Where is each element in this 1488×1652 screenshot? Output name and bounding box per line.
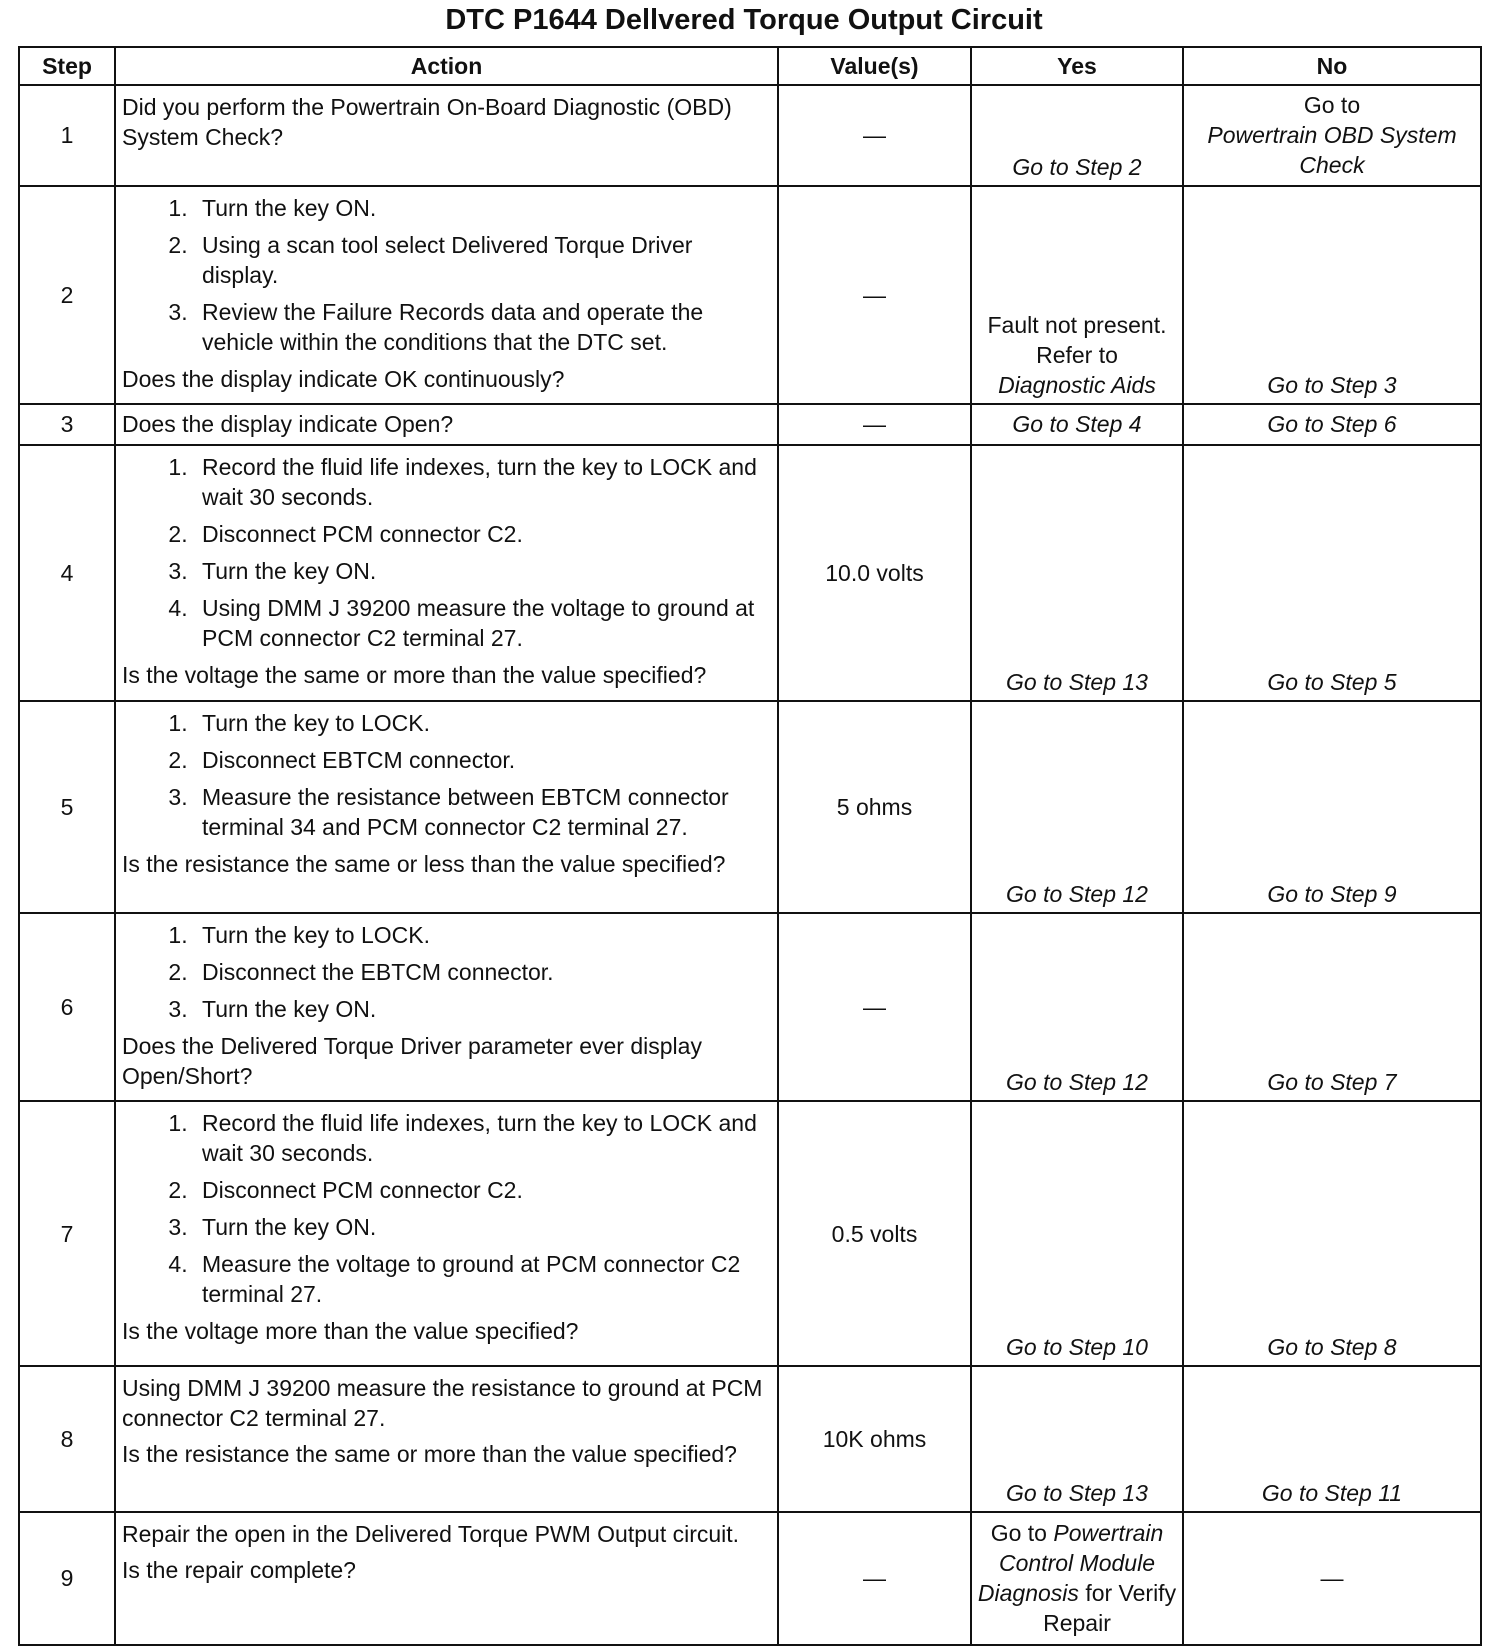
action-cell [115, 445, 778, 701]
yes-link[interactable]: Go to Step 12 [1006, 880, 1148, 907]
table-row [19, 913, 1481, 1102]
value-cell: 5 ohms [778, 701, 971, 912]
action-cell [115, 1101, 778, 1366]
action-cell [115, 1512, 778, 1645]
no-link[interactable]: Go to Step 7 [1267, 1069, 1397, 1096]
step-number: 5 [19, 701, 115, 912]
action-steps-list [122, 1108, 771, 1309]
action-step: 1. Turn the key to LOCK. [194, 920, 771, 950]
yes-cell [971, 85, 1183, 186]
no-link[interactable]: Go to Step 9 [1267, 880, 1397, 907]
action-cell [115, 913, 778, 1102]
no-link[interactable]: Go to Step 5 [1267, 669, 1397, 696]
yes-link[interactable]: Go to Step 2 [1012, 153, 1142, 180]
no-cell [1183, 1101, 1481, 1366]
action-cell [115, 701, 778, 912]
yes-link[interactable]: Go to Step 12 [1006, 1069, 1148, 1096]
no-cell [1183, 1366, 1481, 1512]
value-cell: — [778, 1512, 971, 1645]
yes-link[interactable]: Go to Step 13 [1006, 1479, 1148, 1506]
no-cell [1183, 913, 1481, 1102]
action-cell [115, 1366, 778, 1512]
yes-cell [971, 1512, 1183, 1645]
yes-cell [971, 186, 1183, 404]
header-no: No [1183, 47, 1481, 85]
yes-prefix: Go to [990, 1519, 1047, 1546]
value-cell: — [778, 913, 971, 1102]
action-step: 3. Turn the key ON. [194, 1212, 771, 1242]
action-step: 2. Using a scan tool select Delivered Torque Driver display. [194, 230, 771, 290]
header-action: Action [115, 47, 778, 85]
action-cell [115, 85, 778, 186]
action-question: Does the display indicate Open? [122, 411, 454, 438]
action-steps-list [122, 452, 771, 653]
no-cell [1183, 445, 1481, 701]
action-text: Using DMM J 39200 measure the resistance to ground at PCM connector C2 terminal 27. [122, 1374, 763, 1431]
action-steps-list [122, 708, 771, 842]
header-yes: Yes [971, 47, 1183, 85]
no-cell [1183, 85, 1481, 186]
action-step: 2. Disconnect EBTCM connector. [194, 745, 771, 775]
value-cell: 10K ohms [778, 1366, 971, 1512]
step-number: 3 [19, 404, 115, 445]
step-number: 6 [19, 913, 115, 1102]
table-row [19, 186, 1481, 404]
no-cell [1183, 186, 1481, 404]
action-question: Is the voltage the same or more than the value specified? [122, 661, 707, 688]
action-step: 1. Turn the key ON. [194, 193, 771, 223]
no-cell: — [1183, 1512, 1481, 1645]
yes-cell [971, 913, 1183, 1102]
header-step: Step [19, 47, 115, 85]
yes-link[interactable]: Go to Step 4 [1012, 410, 1142, 437]
step-number: 8 [19, 1366, 115, 1512]
yes-suffix: for Verify Repair [1043, 1579, 1177, 1636]
action-question: Is the voltage more than the value specified? [122, 1318, 579, 1345]
no-prefix: Go to [1303, 91, 1361, 118]
no-cell [1183, 404, 1481, 445]
yes-cell [971, 701, 1183, 912]
yes-cell [971, 1101, 1183, 1366]
action-step: 2. Disconnect PCM connector C2. [194, 519, 771, 549]
value-cell: 10.0 volts [778, 445, 971, 701]
no-cell [1183, 701, 1481, 912]
yes-prefix: Fault not present. Refer to [987, 311, 1167, 368]
action-step: 2. Disconnect PCM connector C2. [194, 1175, 771, 1205]
no-link[interactable]: Go to Step 6 [1267, 410, 1397, 437]
action-question: Did you perform the Powertrain On-Board Diagnostic (OBD) System Check? [122, 94, 732, 150]
step-number: 2 [19, 186, 115, 404]
yes-link[interactable]: Go to Step 10 [1006, 1333, 1148, 1360]
yes-cell [971, 445, 1183, 701]
yes-link[interactable]: Diagnostic Aids [998, 371, 1156, 398]
yes-cell [971, 1366, 1183, 1512]
step-number: 4 [19, 445, 115, 701]
no-link[interactable]: Powertrain OBD System Check [1207, 121, 1457, 178]
page-title: DTC P1644 Dellvered Torque Output Circuit [445, 4, 1043, 36]
no-link[interactable]: Go to Step 8 [1267, 1333, 1397, 1360]
no-link[interactable]: Go to Step 11 [1261, 1479, 1403, 1506]
action-question: Does the display indicate OK continuously? [122, 365, 565, 392]
diagnostic-table [18, 46, 1482, 1646]
step-number: 7 [19, 1101, 115, 1366]
action-step: 3. Turn the key ON. [194, 556, 771, 586]
table-row [19, 1101, 1481, 1366]
action-step: 1. Record the fluid life indexes, turn the key to LOCK and wait 30 seconds. [194, 1108, 771, 1168]
action-question: Is the repair complete? [122, 1556, 356, 1583]
value-cell: 0.5 volts [778, 1101, 971, 1366]
action-step: 3. Turn the key ON. [194, 994, 771, 1024]
table-row [19, 445, 1481, 701]
header-values: Value(s) [778, 47, 971, 85]
action-question: Is the resistance the same or less than the value specified? [122, 851, 726, 878]
action-step: 1. Record the fluid life indexes, turn the key to LOCK and wait 30 seconds. [194, 452, 771, 512]
yes-link[interactable]: Powertrain Control Module Diagnosis [977, 1519, 1164, 1606]
action-step: 3. Review the Failure Records data and operate the vehicle within the conditions that the DTC set. [194, 297, 771, 357]
action-step: 4. Measure the voltage to ground at PCM connector C2 terminal 27. [194, 1249, 771, 1309]
action-cell [115, 186, 778, 404]
value-cell: — [778, 85, 971, 186]
step-number: 9 [19, 1512, 115, 1645]
value-cell: — [778, 404, 971, 445]
action-cell [115, 404, 778, 445]
table-row [19, 404, 1481, 445]
action-question: Is the resistance the same or more than the value specified? [122, 1440, 737, 1467]
table-row [19, 1366, 1481, 1512]
action-question: Does the Delivered Torque Driver parameter ever display Open/Short? [122, 1032, 702, 1089]
action-steps-list [122, 193, 771, 357]
action-step: 1. Turn the key to LOCK. [194, 708, 771, 738]
table-row [19, 701, 1481, 912]
action-step: 2. Disconnect the EBTCM connector. [194, 957, 771, 987]
step-number: 1 [19, 85, 115, 186]
action-steps-list [122, 920, 771, 1024]
yes-cell [971, 404, 1183, 445]
action-step: 3. Measure the resistance between EBTCM connector terminal 34 and PCM connector C2 terminal 27. [194, 782, 771, 842]
action-step: 4. Using DMM J 39200 measure the voltage to ground at PCM connector C2 terminal 27. [194, 593, 771, 653]
value-cell: — [778, 186, 971, 404]
table-row [19, 85, 1481, 186]
yes-link[interactable]: Go to Step 13 [1006, 669, 1148, 696]
table-row [19, 1512, 1481, 1645]
no-link[interactable]: Go to Step 3 [1267, 371, 1397, 398]
table-header-row [19, 47, 1481, 85]
action-text: Repair the open in the Delivered Torque PWM Output circuit. [122, 1520, 740, 1547]
